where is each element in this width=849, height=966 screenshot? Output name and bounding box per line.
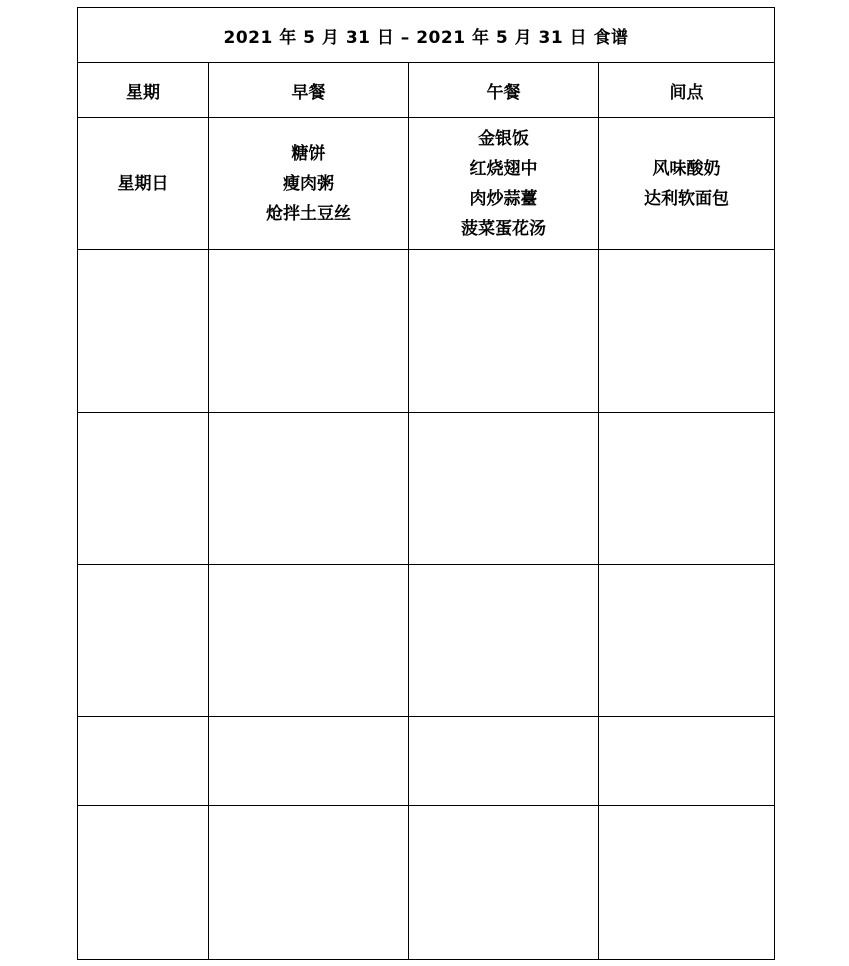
menu-table [77, 7, 775, 960]
empty-cell [78, 250, 209, 413]
table-row [78, 118, 775, 250]
snack-item: 风味酸奶 [652, 158, 721, 179]
day-cell: 星期日 [78, 118, 209, 250]
header-day: 星期 [78, 63, 209, 118]
empty-cell [409, 717, 599, 806]
empty-cell [78, 717, 209, 806]
breakfast-dish: 瘦肉粥 [283, 173, 334, 194]
empty-row [78, 806, 775, 960]
empty-cell [409, 413, 599, 565]
empty-row [78, 250, 775, 413]
snack-cell [599, 118, 775, 250]
empty-row [78, 413, 775, 565]
header-lunch: 午餐 [409, 63, 599, 118]
empty-cell [209, 565, 409, 717]
header-row [78, 63, 775, 118]
empty-cell [409, 565, 599, 717]
lunch-dish: 金银饭 [478, 128, 529, 149]
breakfast-dish: 糖饼 [291, 143, 326, 164]
empty-row [78, 565, 775, 717]
empty-cell [599, 806, 775, 960]
empty-cell [209, 717, 409, 806]
empty-cell [409, 806, 599, 960]
empty-cell [78, 806, 209, 960]
empty-cell [209, 250, 409, 413]
title-row [78, 8, 775, 63]
empty-cell [78, 565, 209, 717]
empty-cell [209, 806, 409, 960]
breakfast-dish: 炝拌土豆丝 [266, 203, 351, 224]
empty-cell [599, 413, 775, 565]
breakfast-cell [209, 118, 409, 250]
empty-cell [599, 565, 775, 717]
menu-title [78, 8, 775, 63]
empty-row [78, 717, 775, 806]
lunch-dish: 肉炒蒜薹 [469, 188, 538, 209]
empty-cell [599, 717, 775, 806]
header-breakfast: 早餐 [209, 63, 409, 118]
empty-cell [209, 413, 409, 565]
lunch-dish: 菠菜蛋花汤 [461, 218, 546, 239]
empty-cell [599, 250, 775, 413]
header-snack: 间点 [599, 63, 775, 118]
lunch-dish: 红烧翅中 [469, 158, 538, 179]
empty-cell [78, 413, 209, 565]
lunch-cell [409, 118, 599, 250]
snack-item: 达利软面包 [644, 188, 730, 209]
menu-title-text: 2021 年 5 月 31 日 – 2021 年 5 月 31 日 食谱 [223, 27, 629, 48]
empty-cell [409, 250, 599, 413]
